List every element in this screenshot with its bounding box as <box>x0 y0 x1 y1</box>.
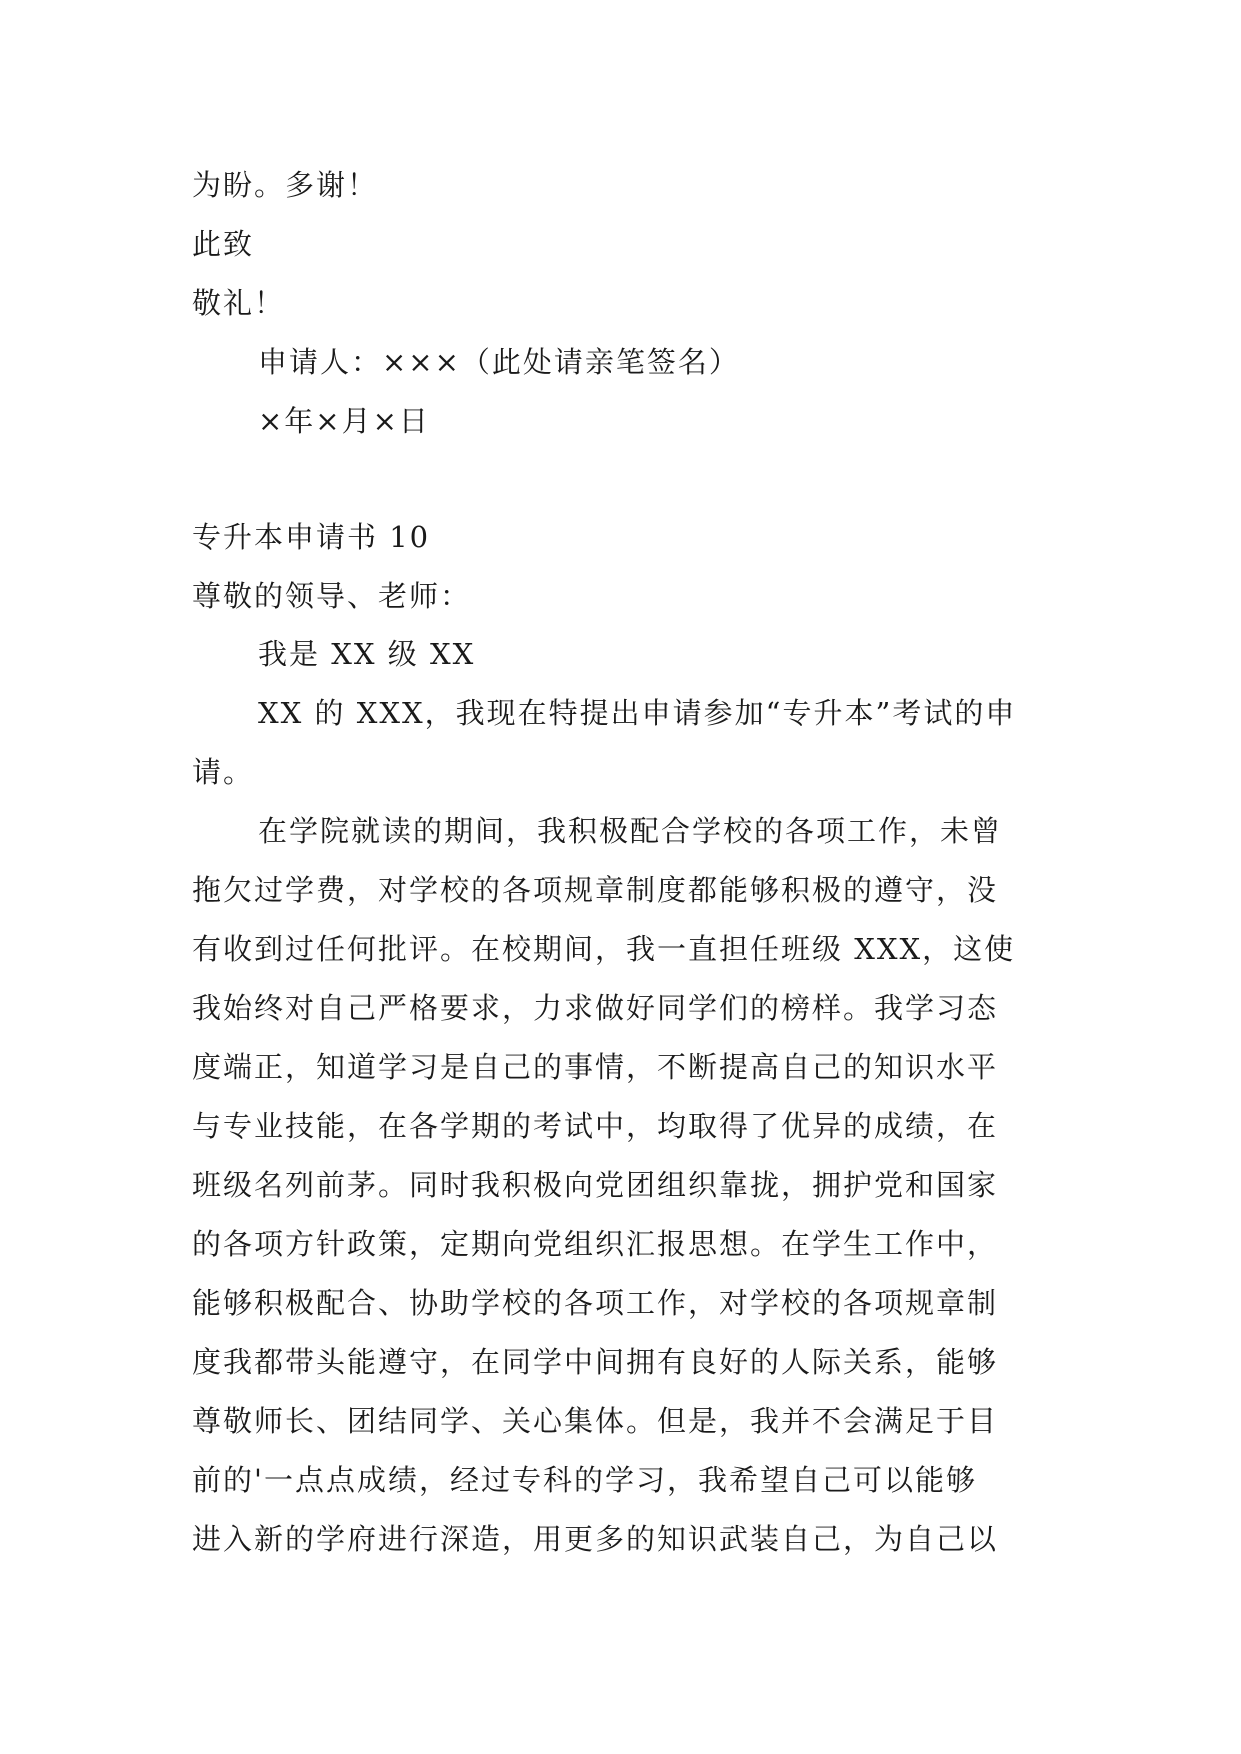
body-line: 请。 <box>192 755 255 789</box>
body-line: 度我都带头能遵守，在同学中间拥有良好的人际关系，能够 <box>192 1345 999 1379</box>
body-line: 的各项方针政策，定期向党组织汇报思想。在学生工作中， <box>192 1227 999 1261</box>
body-line: 在学院就读的期间，我积极配合学校的各项工作，未曾 <box>258 814 1003 848</box>
closing-line: 为盼。多谢！ <box>192 168 379 202</box>
body-line: 拖欠过学费，对学校的各项规章制度都能够积极的遵守，没 <box>192 873 999 907</box>
body-line: 尊敬师长、团结同学、关心集体。但是，我并不会满足于目 <box>192 1404 999 1438</box>
body-line: 有收到过任何批评。在校期间，我一直担任班级 XXX，这使 <box>192 932 1016 966</box>
body-line: 能够积极配合、协助学校的各项工作，对学校的各项规章制 <box>192 1286 999 1320</box>
letter-title: 专升本申请书 10 <box>192 520 431 554</box>
letter-greeting: 尊敬的领导、老师： <box>192 579 472 613</box>
body-line: 我是 XX 级 XX <box>258 637 476 671</box>
body-line: XX 的 XXX，我现在特提出申请参加“专升本”考试的申 <box>258 696 1017 730</box>
body-line: 我始终对自己严格要求，力求做好同学们的榜样。我学习态 <box>192 991 999 1025</box>
body-line: 与专业技能，在各学期的考试中，均取得了优异的成绩，在 <box>192 1109 999 1143</box>
salutation-line-2: 敬礼！ <box>192 286 286 320</box>
date-line: ×年×月×日 <box>258 404 430 438</box>
body-line: 前的'一点点成绩，经过专科的学习，我希望自己可以能够 <box>192 1463 977 1497</box>
body-line: 度端正，知道学习是自己的事情，不断提高自己的知识水平 <box>192 1050 999 1084</box>
body-line: 进入新的学府进行深造，用更多的知识武装自己，为自己以 <box>192 1522 999 1556</box>
applicant-signature-line: 申请人：×××（此处请亲笔签名） <box>258 345 740 379</box>
salutation-line-1: 此致 <box>192 227 255 261</box>
body-line: 班级名列前茅。同时我积极向党团组织靠拢，拥护党和国家 <box>192 1168 999 1202</box>
